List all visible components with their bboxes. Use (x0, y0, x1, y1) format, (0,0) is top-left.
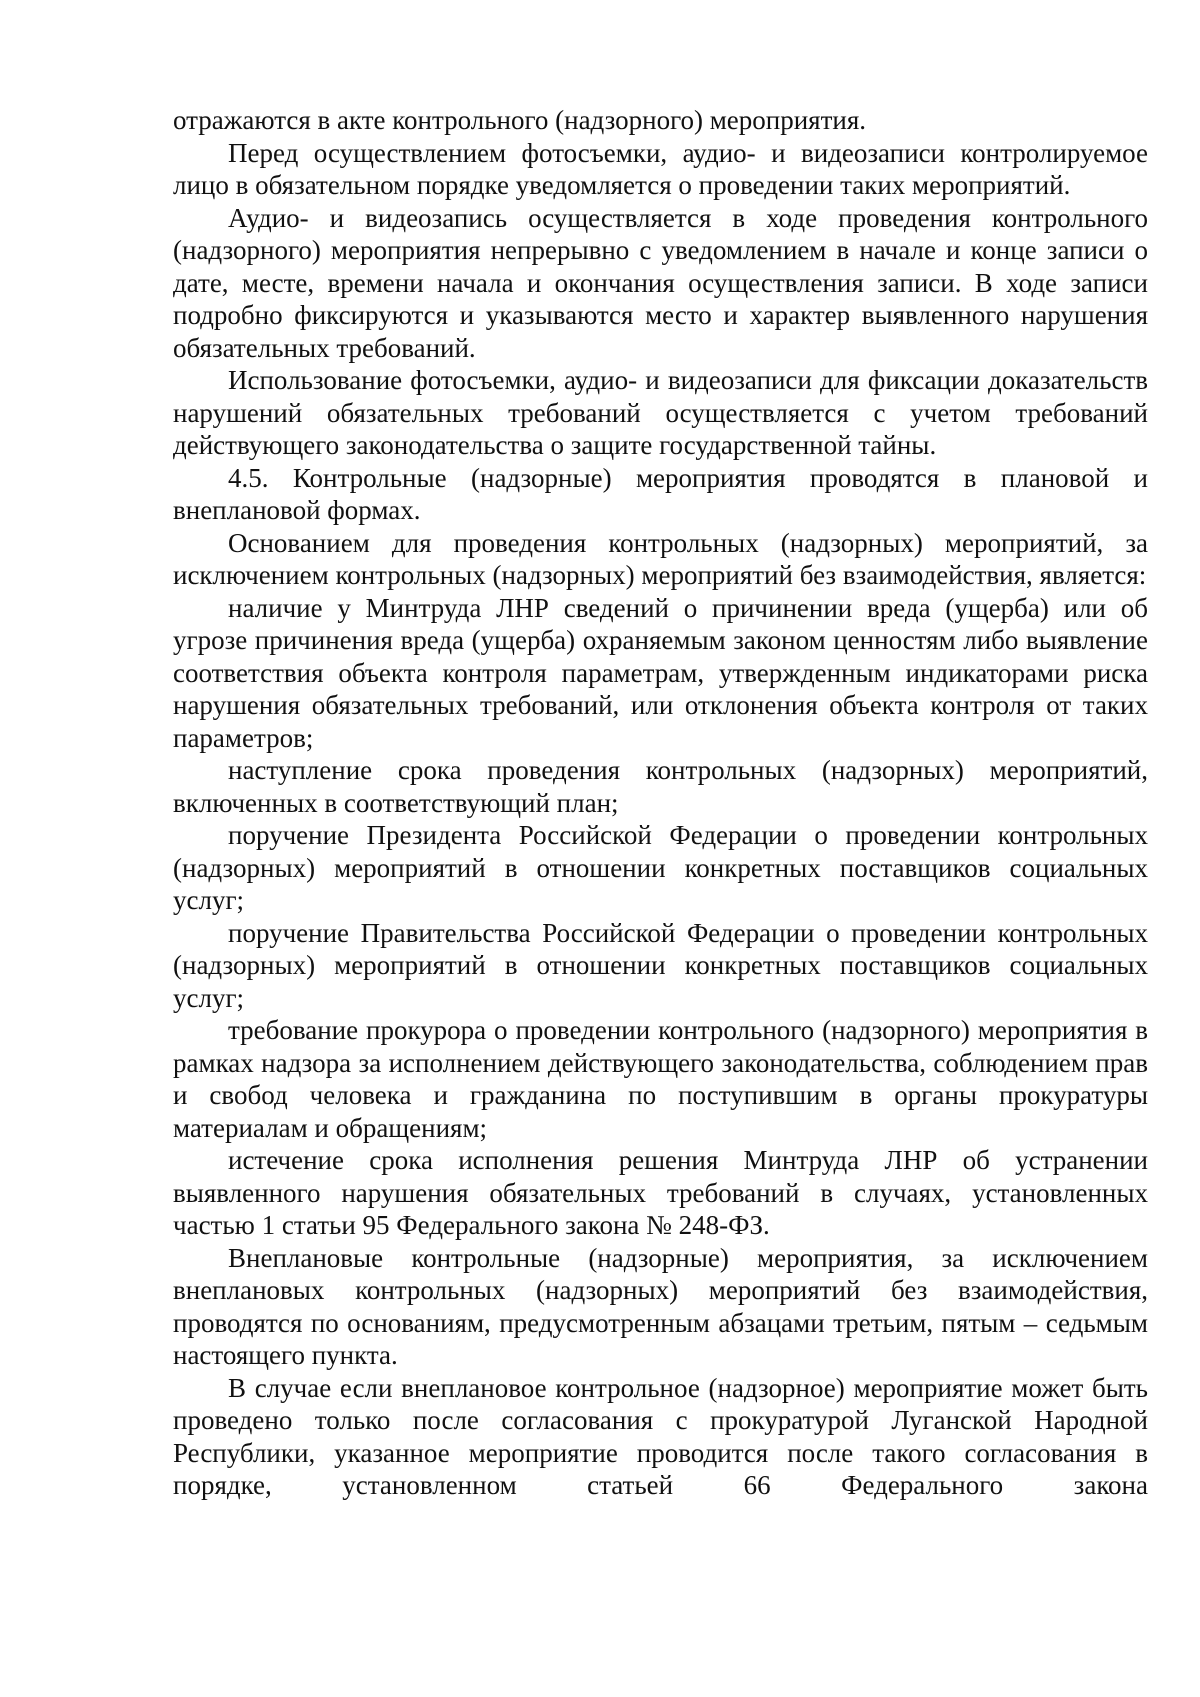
paragraph: Аудио- и видеозапись осуществляется в ходе проведения контрольного (надзорного) мероприятия непрерывно с уведомлением в начале и конце записи о дате, месте, времени начала и окончания осуществления записи. В ходе записи подробно фиксируются и указываются место и характер выявленного нарушения обязательных требований. (173, 202, 1148, 363)
paragraph: поручение Президента Российской Федерации о проведении контрольных (надзорных) мероприятий в отношении конкретных поставщиков социальных услуг; (173, 820, 1148, 915)
paragraph: Перед осуществлением фотосъемки, аудио- и видеозаписи контролируемое лицо в обязательном порядке уведомляется о проведении таких мероприятий. (173, 137, 1148, 200)
paragraph: отражаются в акте контрольного (надзорного) мероприятия. (173, 105, 867, 135)
paragraph: истечение срока исполнения решения Минтруда ЛНР об устранении выявленного нарушения обязательных требований в случаях, установленных частью 1 статьи 95 Федерального закона № 248-ФЗ. (173, 1145, 1148, 1240)
paragraph: требование прокурора о проведении контрольного (надзорного) мероприятия в рамках надзора за исполнением действующего законодательства, соблюдением прав и свобод человека и гражданина по поступившим в органы прокуратуры материалам и обращениям; (173, 1015, 1148, 1143)
paragraph: В случае если внеплановое контрольное (надзорное) мероприятие может быть проведено только после согласования с прокуратурой Луганской Народной Республики, указанное мероприятие проводится после такого согласования в порядке, установленном статьей 66 Федерального закона (173, 1372, 1148, 1500)
paragraph: наступление срока проведения контрольных (надзорных) мероприятий, включенных в соответствующий план; (173, 755, 1148, 818)
paragraph: Основанием для проведения контрольных (надзорных) мероприятий, за исключением контрольных (надзорных) мероприятий без взаимодействия, является: (173, 527, 1148, 590)
paragraph: наличие у Минтруда ЛНР сведений о причинении вреда (ущерба) или об угрозе причинения вреда (ущерба) охраняемым законом ценностям либо выявление соответствия объекта контроля параметрам, утвержденным индикаторами риска нарушения обязательных требований, или отклонения объекта контроля от таких параметров; (173, 592, 1148, 753)
paragraph: Использование фотосъемки, аудио- и видеозаписи для фиксации доказательств нарушений обязательных требований осуществляется с учетом требований действующего законодательства о защите государственной тайны. (173, 365, 1148, 460)
document-page (173, 104, 1148, 1502)
paragraph: Внеплановые контрольные (надзорные) мероприятия, за исключением внеплановых контрольных (надзорных) мероприятий без взаимодействия, проводятся по основаниям, предусмотренным абзацами третьим, пятым – седьмым настоящего пункта. (173, 1242, 1148, 1370)
paragraph: поручение Правительства Российской Федерации о проведении контрольных (надзорных) мероприятий в отношении конкретных поставщиков социальных услуг; (173, 917, 1148, 1013)
paragraph: 4.5. Контрольные (надзорные) мероприятия проводятся в плановой и внеплановой формах. (173, 462, 1148, 525)
